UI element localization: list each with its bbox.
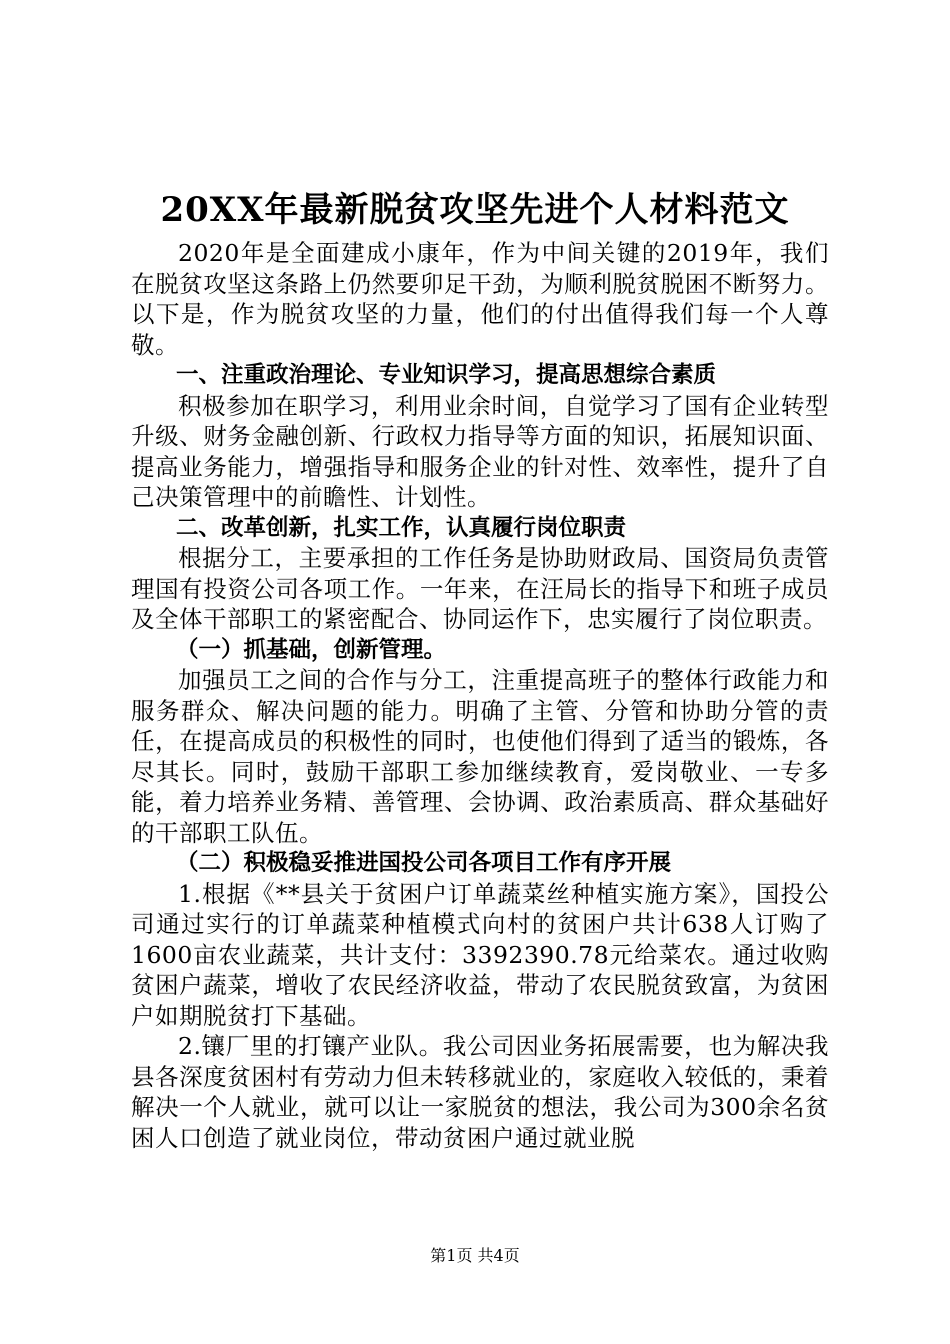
section-heading-2: 二、改革创新，扎实工作，认真履行岗位职责 bbox=[176, 514, 627, 541]
subsection-heading-1: （一）抓基础，创新管理。 bbox=[176, 636, 447, 663]
document-body bbox=[131, 238, 829, 1153]
section-2-paragraph: 根据分工，主要承担的工作任务是协助财政局、国资局负责管理国有投资公司各项工作。一年来，在汪局长的指导下和班子成员及全体干部职工的紧密配合、协同运作下，忠实履行了岗位职责。 bbox=[131, 544, 829, 633]
document-title: 20XX年最新脱贫攻坚先进个人材料范文 bbox=[160, 190, 790, 230]
page-number-footer: 第1页 共4页 bbox=[430, 1246, 520, 1265]
item-2-paragraph: 2.镶厂里的打镶产业队。我公司因业务拓展需要，也为解决我县各深度贫困村有劳动力但未转移就业的，家庭收入较低的，秉着解决一个人就业，就可以让一家脱贫的想法，我公司为300余名贫困人口创造了就业岗位，带动贫困户通过就业脱 bbox=[131, 1032, 829, 1152]
item-1-paragraph: 1.根据《**县关于贫困户订单蔬菜丝种植实施方案》，国投公司通过实行的订单蔬菜种植模式向村的贫困户共计638人订购了1600亩农业蔬菜，共计支付：3392390.78元给菜农。通过收购贫困户蔬菜，增收了农民经济收益，带动了农民脱贫致富，为贫困户如期脱贫打下基础。 bbox=[131, 879, 829, 1030]
section-heading-1: 一、注重政治理论、专业知识学习，提高思想综合素质 bbox=[176, 362, 717, 388]
intro-paragraph: 2020年是全面建成小康年，作为中间关键的2019年，我们在脱贫攻坚这条路上仍然要卯足干劲，为顺利脱贫脱困不断努力。以下是，作为脱贫攻坚的力量，他们的付出值得我们每一个人尊敬。 bbox=[131, 239, 829, 359]
section-1-paragraph: 积极参加在职学习，利用业余时间，自觉学习了国有企业转型升级、财务金融创新、行政权力指导等方面的知识，拓展知识面、提高业务能力，增强指导和服务企业的针对性、效率性，提升了自己决策管理中的前瞻性、计划性。 bbox=[131, 391, 829, 511]
subsection-heading-2: （二）积极稳妥推进国投公司各项目工作有序开展 bbox=[176, 850, 672, 876]
subsection-1-paragraph: 加强员工之间的合作与分工，注重提高班子的整体行政能力和服务群众、解决问题的能力。明确了主管、分管和协助分管的责任，在提高成员的积极性的同时，也使他们得到了适当的锻炼，各尽其长。同时，鼓励干部职工参加继续教育，爱岗敬业、一专多能，着力培养业务精、善管理、会协调、政治素质高、群众基础好的干部职工队伍。 bbox=[131, 666, 829, 847]
